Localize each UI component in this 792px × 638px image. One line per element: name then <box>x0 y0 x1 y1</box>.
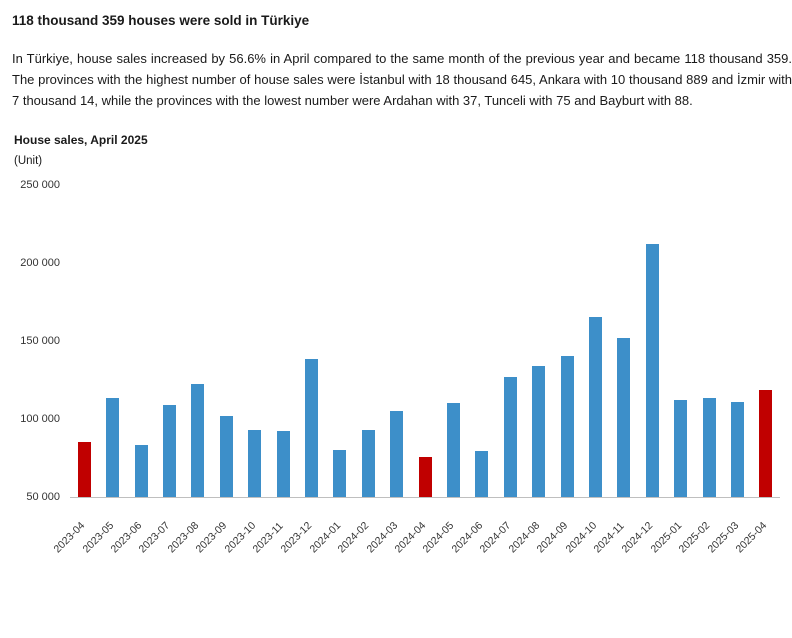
x-axis-tick-label: 2023-05 <box>80 519 116 556</box>
x-axis-tick-label: 2023-06 <box>108 519 145 556</box>
bar-slot <box>553 185 581 497</box>
chart-unit-label: (Unit) <box>14 154 43 167</box>
bar <box>646 244 659 497</box>
x-axis-tick-label: 2024-05 <box>420 519 457 556</box>
y-axis-tick-label: 50 000 <box>26 490 60 503</box>
x-axis-tick-label: 2024-09 <box>534 519 571 556</box>
bar-slot <box>695 185 723 497</box>
x-axis-tick-label: 2024-06 <box>449 519 486 556</box>
bar <box>475 451 488 496</box>
bar <box>674 400 687 497</box>
bar-slot <box>610 185 638 497</box>
x-axis-line <box>70 497 780 498</box>
bar <box>305 359 318 496</box>
bar <box>362 430 375 497</box>
x-axis-tick-label: 2024-12 <box>619 519 656 556</box>
bar-slot <box>581 185 609 497</box>
bar-slot <box>297 185 325 497</box>
bar-slot <box>667 185 695 497</box>
y-axis-tick-label: 200 000 <box>20 256 60 269</box>
chart-title: House sales, April 2025 <box>14 132 148 147</box>
bar-slot <box>127 185 155 497</box>
bar <box>220 416 233 497</box>
bar-slot <box>184 185 212 497</box>
bar <box>106 398 119 496</box>
bar <box>703 398 716 496</box>
bar <box>277 431 290 497</box>
bar-highlighted <box>419 457 432 497</box>
bar-slot <box>70 185 98 497</box>
bar-slot <box>411 185 439 497</box>
x-axis-tick-label: 2024-01 <box>307 519 344 556</box>
bar-slot <box>525 185 553 497</box>
x-axis-tick-label: 2024-08 <box>506 519 542 556</box>
bar-highlighted <box>759 390 772 497</box>
bar-chart <box>8 177 790 567</box>
x-axis-tick-label: 2023-08 <box>165 519 202 556</box>
bar <box>447 403 460 497</box>
bar-slot <box>354 185 382 497</box>
x-axis-tick-label: 2023-04 <box>51 519 88 556</box>
bar-slot <box>269 185 297 497</box>
plot-area <box>70 185 780 497</box>
y-axis-tick-label: 150 000 <box>20 334 60 347</box>
bar <box>333 450 346 497</box>
bar <box>589 317 602 496</box>
bar-slot <box>752 185 780 497</box>
y-axis <box>8 178 66 503</box>
bar-slot <box>638 185 666 497</box>
x-axis-tick-label: 2025-02 <box>676 519 713 556</box>
x-axis-tick-label: 2025-03 <box>705 519 741 556</box>
x-axis-tick-label: 2023-09 <box>193 519 230 556</box>
bar-slot <box>326 185 354 497</box>
page-title: 118 thousand 359 houses were sold in Türkiye <box>12 13 310 28</box>
x-axis-tick-label: 2023-07 <box>136 519 173 556</box>
bar-slot <box>439 185 467 497</box>
bar-slot <box>98 185 126 497</box>
bar-series <box>70 185 780 497</box>
x-axis-tick-label: 2023-12 <box>278 519 315 556</box>
bar-slot <box>468 185 496 497</box>
y-axis-tick-label: 100 000 <box>20 412 60 425</box>
bar <box>248 430 261 497</box>
bar <box>561 356 574 496</box>
y-axis-tick-label: 250 000 <box>20 178 60 191</box>
bar-slot <box>240 185 268 497</box>
bar-highlighted <box>78 442 91 497</box>
bar-slot <box>212 185 240 497</box>
bar-slot <box>382 185 410 497</box>
x-axis-slot <box>733 499 780 565</box>
x-axis-tick-label: 2024-10 <box>562 519 599 556</box>
bar <box>617 338 630 497</box>
x-axis-tick-label: 2024-02 <box>335 519 372 556</box>
bar <box>163 405 176 497</box>
bar-slot <box>723 185 751 497</box>
bar-slot <box>496 185 524 497</box>
bar <box>504 377 517 497</box>
x-axis-tick-label: 2023-11 <box>250 519 286 556</box>
x-axis <box>51 499 780 565</box>
x-axis-tick-label: 2025-01 <box>648 519 684 556</box>
x-axis-tick-label: 2023-10 <box>222 519 258 556</box>
bar <box>135 445 148 496</box>
x-axis-tick-label: 2024-03 <box>364 519 400 556</box>
x-axis-tick-label: 2024-11 <box>591 519 627 556</box>
x-axis-tick-label: 2025-04 <box>733 519 770 556</box>
x-axis-tick-label: 2024-04 <box>392 519 429 556</box>
bar <box>532 366 545 497</box>
bar <box>390 411 403 497</box>
bar-slot <box>155 185 183 497</box>
x-axis-tick-label: 2024-07 <box>477 519 514 556</box>
bar <box>731 402 744 497</box>
summary-paragraph: In Türkiye, house sales increased by 56.6% in April compared to the same month of the previous year and became 118 thousand 359. The provinces with the highest number of house sales were İstanbul with 18 thousand 645, Ankara with 10 thousand 889 and İzmir with 7 thousand 14, while the provinces with the lowest number were Ardahan with 37, Tunceli with 75 and Bayburt with 88. <box>12 50 792 108</box>
bar <box>191 384 204 496</box>
